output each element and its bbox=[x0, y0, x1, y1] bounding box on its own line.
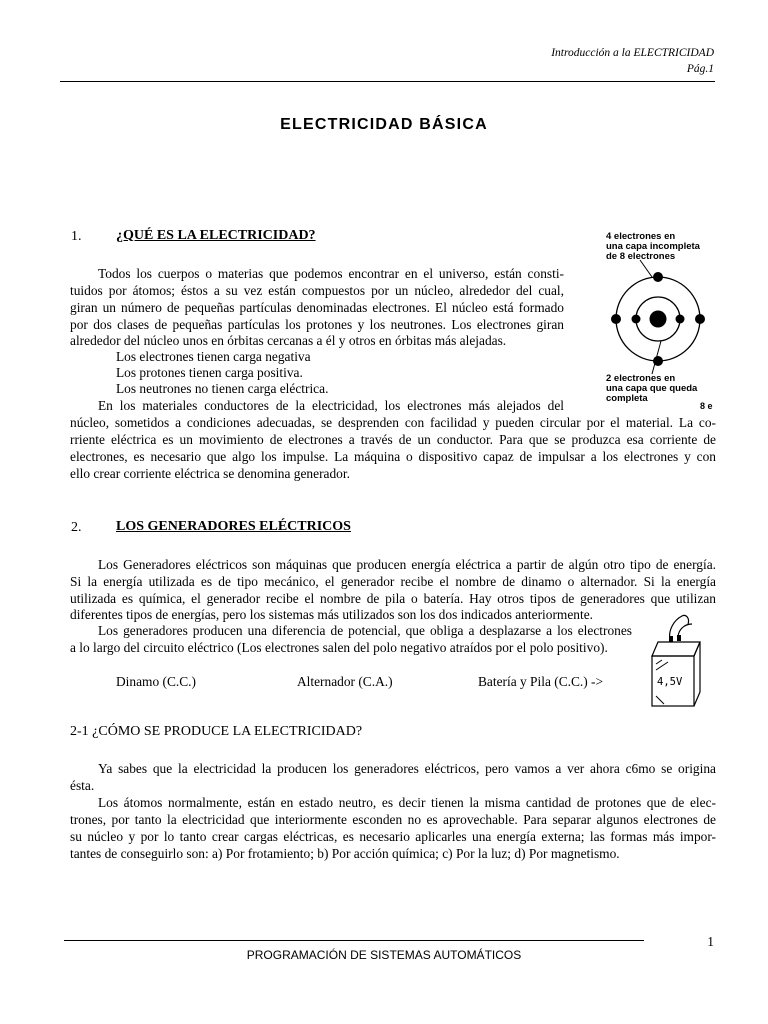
page-title: ELECTRICIDAD BÁSICA bbox=[280, 116, 488, 133]
terminal bbox=[677, 635, 681, 641]
battery-edge bbox=[694, 692, 700, 706]
atom-label-bottom bbox=[606, 374, 697, 404]
electron bbox=[676, 315, 685, 324]
atom-label-top-1: 4 electrones en bbox=[606, 231, 676, 242]
battery-icon bbox=[648, 612, 708, 710]
atom-label-top-3: de 8 electrones bbox=[606, 251, 676, 262]
s1-line-12: electrones, es necesario que algo los impulse. La máquina o dispositivo capaz de impulsar a los electrones y con bbox=[70, 449, 716, 464]
s2-line-4: diferentes tipos de energías, pero los sistemas más utilizados son los dos indicados anteriormente. bbox=[70, 607, 593, 622]
section2-number: 2. bbox=[71, 520, 82, 535]
s2-line-1: Los Generadores eléctricos son máquinas que producen energía eléctrica a partir de algún otro tipo de energía. bbox=[98, 557, 716, 572]
s1-line-5: alrededor del núcleo unos en órbitas cercanas a él y otros en órbitas más alejadas. bbox=[70, 333, 507, 348]
battery-edge bbox=[694, 642, 700, 656]
section21-heading: 2-1 ¿CÓMO SE PRODUCE LA ELECTRICIDAD? bbox=[70, 724, 363, 739]
generator-type-alternador: Alternador (C.A.) bbox=[297, 674, 393, 689]
s1-line-11: rriente eléctrica es un movimiento de electrones a través de un conductor. Para que se produzca esa corriente de bbox=[70, 432, 716, 447]
s21-line-3: Los átomos normalmente, están en estado neutro, es decir tienen la misma cantidad de protones que de elec- bbox=[98, 795, 716, 810]
s2-line-2: Si la energía utilizada es de tipo mecánico, el generador recibe el nombre de dinamo o alternador. Si la energía bbox=[70, 574, 716, 589]
section1-heading: ¿QUÉ ES LA ELECTRICIDAD? bbox=[116, 228, 316, 243]
hatch bbox=[656, 660, 662, 664]
footer-rule bbox=[64, 940, 644, 941]
atom-diagram bbox=[600, 226, 720, 416]
s21-line-6: tantes de conseguirlo son: a) Por frotamiento; b) Por acción química; c) Por la luz; d) Por magnetismo. bbox=[70, 846, 620, 861]
section1-number: 1. bbox=[71, 229, 82, 244]
electron bbox=[695, 314, 705, 324]
atom-label-bottom-1: 2 electrones en bbox=[606, 373, 676, 384]
atom-label-top-2: una capa incompleta bbox=[606, 241, 700, 252]
hatch bbox=[656, 696, 664, 704]
atom-label-corner: 8 e bbox=[700, 401, 713, 411]
battery-top bbox=[652, 642, 700, 656]
s2-line-3: utilizada es química, el generador recibe el nombre de pila o batería. Hay otros tipos de generadores que utilizan bbox=[70, 591, 716, 606]
header-title: Introducción a la ELECTRICIDAD bbox=[551, 47, 714, 59]
s21-line-5: su núcleo y por lo tanto crear cargas eléctricas, es necesario aplicarles una energía externa; las formas más impor- bbox=[70, 829, 716, 844]
terminal bbox=[669, 636, 673, 642]
header-page: Pág.1 bbox=[686, 63, 714, 75]
s1-line-4: por dos clases de pequeñas partículas los protones y los neutrones. Los electrones giran bbox=[70, 317, 564, 332]
generator-type-dinamo: Dinamo (C.C.) bbox=[116, 674, 196, 689]
generator-type-bateria: Batería y Pila (C.C.) -> bbox=[478, 674, 604, 689]
s21-line-2: ésta. bbox=[70, 778, 95, 793]
s1-line-7: Los protones tienen carga positiva. bbox=[116, 365, 303, 380]
atom-orbits bbox=[600, 256, 720, 376]
electron bbox=[653, 272, 663, 282]
footer-page-number: 1 bbox=[707, 934, 714, 949]
s1-line-3: giran un número de pequeñas partículas denominadas electrones. El núcleo está formado bbox=[70, 300, 564, 315]
atom-label-bottom-3: completa bbox=[606, 393, 648, 404]
atom-label-bottom-2: una capa que queda bbox=[606, 383, 698, 394]
battery-diagram bbox=[648, 612, 708, 710]
s21-line-1: Ya sabes que la electricidad la producen los generadores eléctricos, pero vamos a ver ahora c6mo se origina bbox=[98, 761, 716, 776]
s2-line-6: a lo largo del circuito eléctrico (Los electrones salen del polo negativo atraídos por el polo positivo). bbox=[70, 640, 608, 655]
electron bbox=[611, 314, 621, 324]
s21-line-4: trones, por tanto la electricidad que interiormente esconden no es aprovechable. Para separar algunos electrones de bbox=[70, 812, 716, 827]
s1-line-2: tuidos por átomos; éstos a su vez están compuestos por un núcleo, alrededor del cual, bbox=[70, 283, 564, 298]
s1-line-6: Los electrones tienen carga negativa bbox=[116, 349, 311, 364]
s1-line-13: ello crear corriente eléctrica se denomina generador. bbox=[70, 466, 350, 481]
battery-label: 4,5V bbox=[657, 676, 683, 688]
s1-line-8: Los neutrones no tienen carga eléctrica. bbox=[116, 381, 329, 396]
s1-line-1: Todos los cuerpos o materias que podemos encontrar en el universo, están consti- bbox=[98, 266, 564, 281]
footer-text: PROGRAMACIÓN DE SISTEMAS AUTOMÁTICOS bbox=[246, 948, 522, 962]
pointer-line bbox=[640, 260, 652, 277]
electron bbox=[632, 315, 641, 324]
section2-heading: LOS GENERADORES ELÉCTRICOS bbox=[116, 519, 351, 534]
s1-line-10: núcleo, sometidos a condiciones adecuadas, se desprenden con facilidad y pueden circular por el material. La co- bbox=[70, 415, 716, 430]
header-rule bbox=[60, 81, 715, 82]
s1-line-9: En los materiales conductores de la electricidad, los electrones más alejados del bbox=[98, 398, 564, 413]
s2-line-5: Los generadores producen una diferencia de potencial, que obliga a desplazarse a los electrones bbox=[98, 623, 632, 638]
nucleus bbox=[650, 311, 667, 328]
